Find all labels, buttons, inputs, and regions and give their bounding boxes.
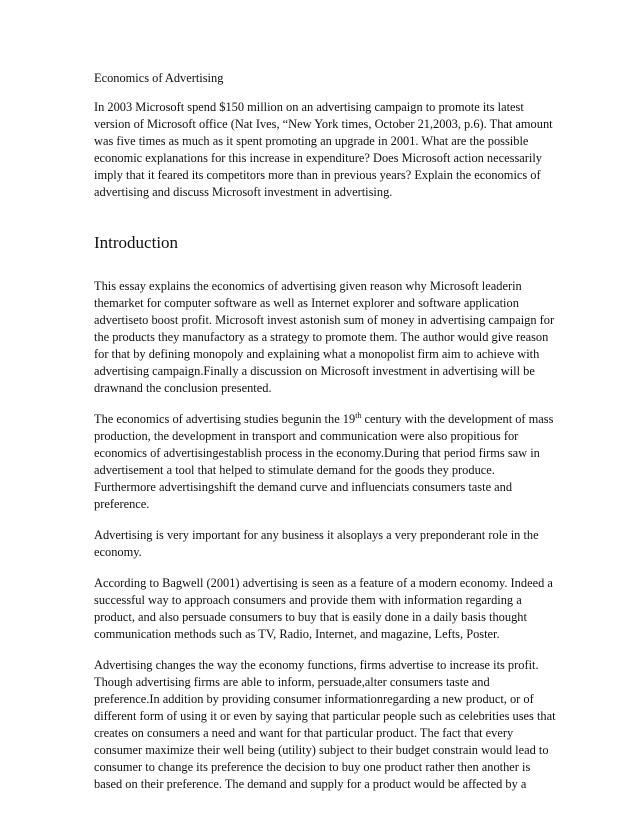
- document-title: Economics of Advertising: [94, 71, 224, 85]
- paragraph-importance: Advertising is very important for any business it alsoplays a very preponderant role in the economy.: [94, 528, 539, 559]
- section-heading: Introduction: [94, 233, 179, 252]
- paragraph-history: [94, 411, 556, 513]
- paragraph-history-rest: century with the development of mass production, the development in transport and communication were also propitious for economics of advertisingestablish process in the economy.During that period firms saw in advertisement a tool that helped to stimulate demand for the goods they produce. Furthermore advertisingshift the demand curve and influenciats consumers taste and preference.: [94, 412, 554, 511]
- paragraph-history-start: The economics of advertising studies begunin the 19: [94, 412, 356, 426]
- document-page: [94, 70, 556, 807]
- paragraph-introduction: This essay explains the economics of advertising given reason why Microsoft leaderin themarket for computer software as well as Internet explorer and software application advertiseto boost profit. Microsoft invest astonish sum of money in advertising campaign for the products they manufactory as a strategy to promote them. The author would give reason for that by defining monopoly and explaining what a monopolist firm aim to achieve with advertising campaign.Finally a discussion on Microsoft investment in advertising will be drawnand the conclusion presented.: [94, 279, 555, 395]
- paragraph-economy-changes: Advertising changes the way the economy functions, firms advertise to increase its profit. Though advertising firms are able to inform, persuade,alter consumers taste and preference.In addition by providing consumer informationregarding a new product, or of different form of using it or even by saying that particular people such as celebrities uses that creates on consumers a need and want for that particular product. The fact that every consumer maximize their well being (utility) subject to their budget constrain would lead to consumer to change its preference the decision to buy one product rather then another is based on their preference. The demand and supply for a product would be affected by a: [94, 658, 556, 791]
- essay-prompt: In 2003 Microsoft spend $150 million on an advertising campaign to promote its latest version of Microsoft office (Nat Ives, “New York times, October 21,2003, p.6). That amount was five times as much as it spent promoting an upgrade in 2001. What are the possible economic explanations for this increase in expenditure? Does Microsoft action necessarily imply that it feared its competitors more than in previous years? Explain the economics of advertising and discuss Microsoft investment in advertising.: [94, 100, 553, 199]
- superscript-th: th: [355, 410, 362, 420]
- paragraph-bagwell: According to Bagwell (2001) advertising is seen as a feature of a modern economy. Indeed a successful way to approach consumers and provide them with information regarding a product, and also persuade consumers to buy that is easily done in a daily basis thought communication methods such as TV, Radio, Internet, and magazine, Lefts, Poster.: [94, 576, 553, 641]
